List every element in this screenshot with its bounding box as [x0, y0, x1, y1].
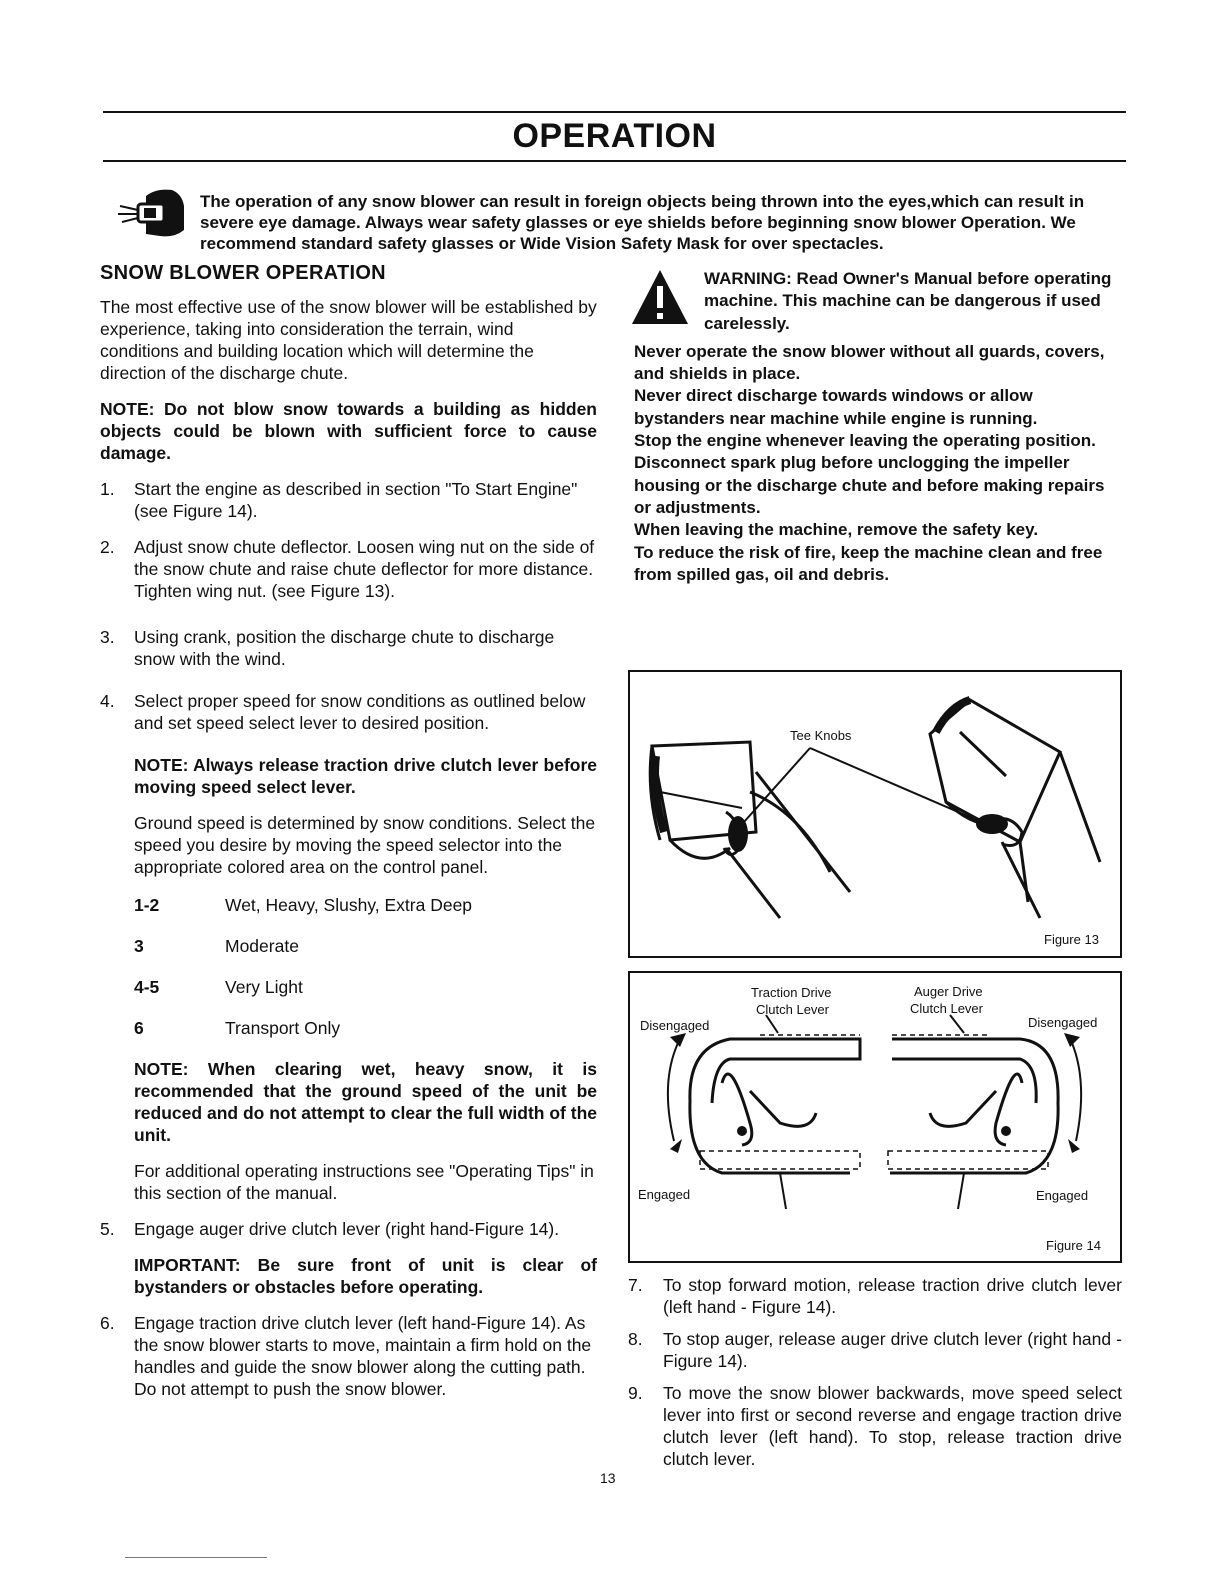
note-release-clutch: NOTE: Always release traction drive clutch lever before moving speed select lever. — [134, 755, 597, 797]
warning-heading: WARNING: Read Owner's Manual before operating machine. This machine can be dangerous if used carelessly. — [704, 269, 1112, 333]
warning-line: Never operate the snow blower without all guards, covers, and shields in place. — [634, 341, 1105, 384]
auger-label-line1: Auger Drive — [914, 984, 983, 999]
warning-line: Never direct discharge towards windows or allow bystanders near machine while engine is running. — [634, 386, 1038, 428]
note-wet-snow: NOTE: When clearing wet, heavy snow, it is recommended that the ground speed of the unit be reduced and do not attempt to clear the full width of the unit. — [134, 1059, 597, 1145]
snow-chute-illustration — [630, 672, 1120, 956]
speed-row: 1-2 Wet, Heavy, Slushy, Extra Deep — [134, 895, 473, 915]
list-item: 5. Engage auger drive clutch lever (right hand-Figure 14). — [100, 1219, 560, 1239]
figure-14-caption: Figure 14 — [1046, 1238, 1101, 1253]
page-title: OPERATION — [512, 117, 717, 155]
list-item: 6. Engage traction drive clutch lever (left hand-Figure 14). As the snow blower starts to move, maintain a firm hold on the handles and guide the snow blower along the cutting path. Do not attempt to push the snow blower. — [100, 1313, 592, 1399]
list-item: 3. Using crank, position the discharge chute to discharge snow with the wind. — [100, 627, 555, 669]
disengaged-right-label: Disengaged — [1028, 1015, 1098, 1030]
list-item: 1. Start the engine as described in section "To Start Engine" (see Figure 14). — [100, 479, 578, 521]
ground-speed-paragraph: Ground speed is determined by snow conditions. Select the speed you desire by moving the speed selector into the appropriate colored area on the control panel. — [134, 813, 596, 877]
warning-line: Stop the engine whenever leaving the operating position. — [634, 431, 1096, 451]
title-underline — [103, 160, 1126, 162]
list-item: 9. To move the snow blower backwards, move speed select lever into first or second reverse and engage traction drive clutch lever (left hand). To stop, release traction drive clutch lever. — [628, 1383, 1122, 1469]
list-item: 7. To stop forward motion, release traction drive clutch lever (left hand - Figure 14). — [628, 1275, 1122, 1317]
engaged-right-label: Engaged — [1036, 1188, 1089, 1203]
list-item: 8. To stop auger, release auger drive clutch lever (right hand - Figure 14). — [628, 1329, 1122, 1371]
figure-13-caption: Figure 13 — [1044, 932, 1099, 947]
traction-label-line1: Traction Drive — [751, 985, 832, 1000]
traction-label-line2: Clutch Lever — [756, 1002, 829, 1017]
figure-14 — [628, 971, 1122, 1263]
speed-row: 4-5 Very Light — [134, 977, 303, 997]
list-item: 4. Select proper speed for snow conditions as outlined below and set speed select lever to desired position. — [100, 691, 586, 733]
engaged-left-label: Engaged — [638, 1187, 691, 1202]
eye-safety-warning: The operation of any snow blower can result in foreign objects being thrown into the eyes,which can result in severe eye damage. Always wear safety glasses or eye shields before beginning snow blower Operation. We recommend standard safety glasses or Wide Vision Safety Mask for over spectacles. — [200, 192, 1085, 253]
left-column — [100, 262, 597, 1414]
auger-label-line2: Clutch Lever — [910, 1001, 983, 1016]
tee-knobs-label: Tee Knobs — [790, 728, 852, 743]
right-steps — [628, 1274, 1122, 1480]
footer-rule — [125, 1557, 267, 1558]
disengaged-left-label: Disengaged — [640, 1018, 710, 1033]
warning-block — [634, 268, 1118, 586]
top-rule — [103, 111, 1126, 113]
safety-glasses-icon — [116, 186, 188, 242]
additional-instructions: For additional operating instructions see "Operating Tips" in this section of the manual. — [134, 1161, 594, 1203]
intro-paragraph: The most effective use of the snow blower will be established by experience, taking into consideration the terrain, wind conditions and building location which will determine the direction of the discharge chute. — [100, 297, 597, 383]
important-note: IMPORTANT: Be sure front of unit is clear of bystanders or obstacles before operating. — [134, 1255, 597, 1297]
warning-line: To reduce the risk of fire, keep the machine clean and free from spilled gas, oil and debris. — [634, 542, 1103, 584]
speed-row: 6 Transport Only — [134, 1018, 341, 1038]
warning-line: Disconnect spark plug before unclogging the impeller housing or the discharge chute and before making repairs or adjustments. — [634, 453, 1105, 517]
page-number: 13 — [600, 1470, 616, 1486]
section-heading: SNOW BLOWER OPERATION — [100, 262, 386, 284]
figure-13 — [628, 670, 1122, 958]
speed-row: 3 Moderate — [134, 936, 299, 956]
warning-line: When leaving the machine, remove the safety key. — [634, 520, 1039, 540]
note-building: NOTE: Do not blow snow towards a building as hidden objects could be blown with sufficient force to cause damage. — [100, 399, 597, 463]
list-item: 2. Adjust snow chute deflector. Loosen wing nut on the side of the snow chute and raise chute deflector for more distance. Tighten wing nut. (see Figure 13). — [100, 537, 595, 601]
